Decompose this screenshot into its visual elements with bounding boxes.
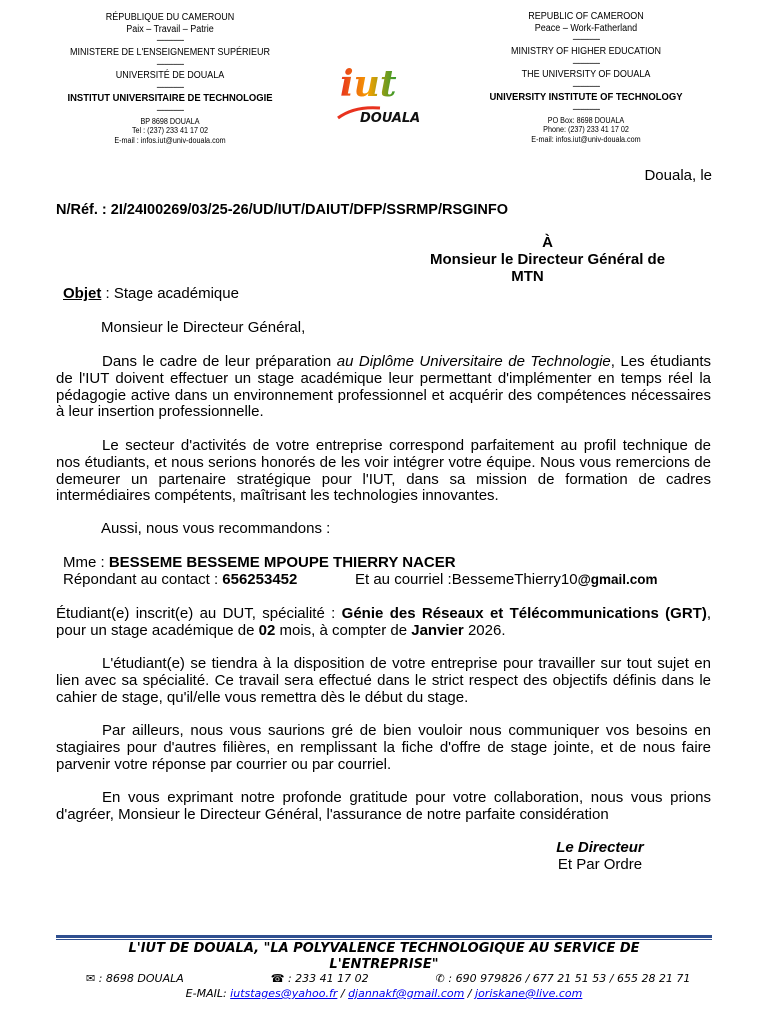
salutation: Monsieur le Directeur Général, <box>101 319 306 336</box>
header-right-motto: Peace – Work-Fatherland <box>534 22 638 34</box>
paragraph-4-b: , pour un stage académique de <box>56 605 711 639</box>
header-right-institute: UNIVERSITY INSTITUTE OF TECHNOLOGY <box>489 91 683 104</box>
paragraph-4-a: Étudiant(e) inscrit(e) au DUT, spécialité : <box>56 605 342 622</box>
footer-contacts <box>86 972 706 986</box>
header-left-divider: --------------- <box>156 105 184 116</box>
subject-label: Objet <box>63 285 102 302</box>
footer-email-link-1[interactable]: iutstages@yahoo.fr <box>230 987 338 1000</box>
footer-rule-thin <box>56 939 712 940</box>
recipient-line1: Monsieur le Directeur Général de <box>429 250 666 268</box>
internship-duration: 02 <box>258 621 276 639</box>
paragraph-1-diploma: au Diplôme Universitaire de Technologie <box>336 353 611 370</box>
paragraph-1-a: Dans le cadre de leur préparation <box>102 353 337 370</box>
footer-mobile: : 690 979826 / 677 21 51 53 / 655 28 21 71 <box>444 972 691 985</box>
header-right-divider: --------------- <box>572 80 600 91</box>
iut-douala-logo <box>334 52 421 128</box>
header-left-university: UNIVERSITÉ DE DOUALA <box>115 70 225 82</box>
recipient-to: À <box>542 234 553 251</box>
logo-word: iut <box>340 63 397 105</box>
header-left-country: RÉPUBLIQUE DU CAMEROUN <box>105 12 235 23</box>
subject-text: : Stage académique <box>101 285 239 302</box>
signature-sub: Et Par Ordre <box>557 855 643 873</box>
header-left-divider: --------------- <box>156 58 184 69</box>
student-email-line <box>355 572 715 589</box>
footer-motto-line2: L'ENTREPRISE" <box>329 956 439 972</box>
mobile-icon: ✆ <box>435 972 445 985</box>
paragraph-4 <box>56 606 711 640</box>
header-left-divider: --------------- <box>156 81 184 92</box>
paragraph-6: Par ailleurs, nous vous saurions gré de bien vouloir nous communiquer vos besoins en stagiaires pour d'autres filières, en remplissant la fiche d'offre de stage jointe, et de nous faire parvenir votre réponse par courrier ou par courriel. <box>56 722 711 773</box>
header-left-tel: Tel : (237) 233 41 17 02 <box>131 126 209 136</box>
footer-phone: : 233 41 17 02 <box>284 972 369 985</box>
footer-rule <box>56 935 712 938</box>
header-left-block <box>62 12 278 145</box>
footer-motto <box>56 941 712 972</box>
header-left-ministry: MINISTERE DE L'ENSEIGNEMENT SUPÉRIEUR <box>69 46 271 58</box>
footer-email-link-3[interactable]: joriskane@live.com <box>475 987 583 1000</box>
footer-email-label: E-MAIL: <box>185 987 231 1000</box>
footer-motto-line1: L'IUT DE DOUALA, "LA POLYVALENCE TECHNOLOGIQUE AU SERVICE DE <box>128 941 640 956</box>
header-left-divider: --------------- <box>156 35 184 46</box>
logo-graphic <box>334 52 421 128</box>
paragraph-7: En vous exprimant notre profonde gratitude pour votre collaboration, nous vous prions d'agréer, Monsieur le Directeur Général, l'assurance de notre parfaite considération <box>56 789 711 823</box>
paragraph-3: Aussi, nous vous recommandons : <box>101 520 331 537</box>
student-phone: 656253452 <box>222 571 298 588</box>
paragraph-5: L'étudiant(e) se tiendra à la disposition de votre entreprise pour travailler sur tout sujet en lien avec sa spécialité. Ce travail sera effectué dans le strict respect des objectifs définis dans le cahier de stage, qu'il/elle vous remettra dès le début du stage. <box>56 655 711 706</box>
paragraph-4-d: 2026. <box>463 621 506 639</box>
header-left-bp: BP 8698 DOUALA <box>140 116 200 126</box>
header-left-email: E-mail : infos.iut@univ-douala.com <box>114 135 226 145</box>
header-right-block <box>478 11 694 144</box>
student-title: Mme : <box>63 554 109 571</box>
header-right-divider: --------------- <box>572 34 600 45</box>
contact-label: Répondant au contact : <box>63 571 223 588</box>
student-email-user: BessemeThierry10 <box>451 571 578 588</box>
header-right-ministry: MINISTRY OF HIGHER EDUCATION <box>510 45 662 57</box>
header-right-divider: --------------- <box>572 57 600 68</box>
footer-email-separator: / <box>464 987 476 1000</box>
recipient-line2: MTN <box>511 267 544 285</box>
header-right-divider: --------------- <box>572 104 600 115</box>
place-date: Douala, le <box>644 167 712 184</box>
specialty: Génie des Réseaux et Télécommunications (GRT) <box>341 605 707 622</box>
signature-title: Le Directeur <box>556 839 644 856</box>
envelope-icon: ✉ <box>86 972 96 985</box>
student-name-line <box>63 555 713 572</box>
paragraph-4-c: mois, à compter de <box>275 621 412 639</box>
signature-block <box>530 840 670 874</box>
header-right-university: THE UNIVERSITY OF DOUALA <box>521 69 651 81</box>
footer-po-box: : 8698 DOUALA <box>95 972 184 985</box>
header-right-bp: PO Box: 8698 DOUALA <box>547 115 625 125</box>
start-month: Janvier <box>411 621 464 639</box>
student-email-domain: @gmail.com <box>577 572 658 587</box>
paragraph-1 <box>56 354 711 421</box>
phone-icon: ☎ <box>270 972 285 985</box>
header-right-tel: Phone: (237) 233 41 17 02 <box>543 125 629 135</box>
recipient-block <box>400 235 695 285</box>
reference-number: N/Réf. : 2I/24I00269/03/25-26/UD/IUT/DAIUT/DFP/SSRMP/RSGINFO <box>56 202 509 218</box>
footer-email-separator: / <box>337 987 349 1000</box>
header-right-country: REPUBLIC OF CAMEROON <box>528 11 644 22</box>
subject-line <box>63 286 663 303</box>
footer-emails <box>56 987 712 1001</box>
student-name: BESSEME BESSEME MPOUPE THIERRY NACER <box>108 554 456 571</box>
header-left-institute: INSTITUT UNIVERSITAIRE DE TECHNOLOGIE <box>67 92 273 105</box>
mail-label: Et au courriel : <box>355 571 452 588</box>
header-right-email: E-mail: infos.iut@univ-douala.com <box>531 134 641 144</box>
footer-email-link-2[interactable]: djannakf@gmail.com <box>348 987 465 1000</box>
logo-city: DOUALA <box>360 111 421 126</box>
paragraph-1-c: , Les étudiants de l'IUT doivent effectuer un stage académique leur permettant d'implémenter en temps réel la pédagogie active dans un environnement professionnel et acquérir des compétences nécessaires à leur insertion professionnelle. <box>56 353 711 421</box>
header-left-motto: Paix – Travail – Patrie <box>126 23 214 35</box>
paragraph-2: Le secteur d'activités de votre entreprise correspond parfaitement au profil technique de nos étudiants, et nous serions honorés de les voir intégrer votre équipe. Nous vous remercions de demeurer un partenaire stratégique pour l'IUT, dans sa mission de formation de cadres intermédiaires compétents, maîtrisant les technologies innovantes. <box>56 437 711 505</box>
